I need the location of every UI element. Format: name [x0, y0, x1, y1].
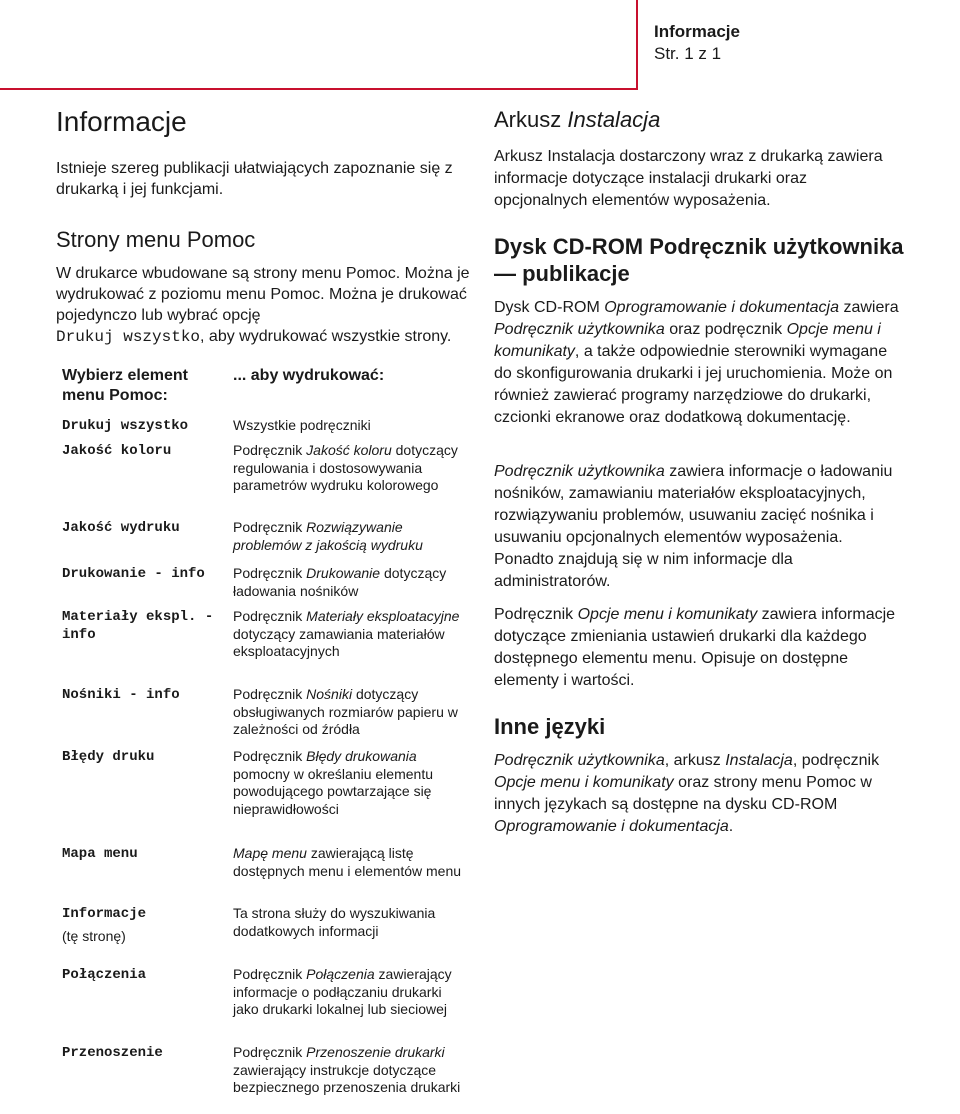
paragraph-text: zawiera	[839, 299, 899, 316]
heading-text: Instalacja	[567, 107, 661, 132]
description-text: dotyczący obsługiwanych rozmiarów papieru w zależności od źródła	[233, 686, 458, 737]
cd-heading: Dysk CD-ROM Podręcznik użytkownika — publikacje	[494, 234, 904, 286]
description-text: Jakość koloru	[306, 442, 392, 458]
help-menu-item-label: Materiały ekspl. - info	[62, 609, 214, 643]
paragraph-text: Podręcznik użytkownika	[494, 752, 665, 769]
languages-text	[494, 750, 904, 838]
help-menu-item	[62, 442, 227, 460]
help-menu-item-description	[233, 966, 463, 1019]
cd-paragraph-1	[494, 297, 904, 429]
description-text: Materiały eksploatacyjne	[306, 608, 460, 624]
header-vertical-rule	[636, 0, 638, 90]
paragraph-text: Opcje menu i komunikaty	[494, 774, 674, 791]
cd-paragraph-3	[494, 604, 904, 692]
intro-text: Istnieje szereg publikacji ułatwiających zapoznanie się z drukarką i jej funkcjami.	[56, 160, 453, 198]
sheet-text: Arkusz Instalacja dostarczony wraz z drukarką zawiera informacje dotyczące instalacji drukarki oraz opcjonalnych elementów wyposażenia.	[494, 148, 883, 209]
paragraph-text: , a także odpowiednie sterowniki wymagane do skonfigurowania drukarki i jej uruchomienia. Może on również zawierać programy narzędziowe do drukarki, czcionki ekranowe oraz dodatkową dokumentację.	[494, 343, 893, 426]
help-menu-item-label: Przenoszenie	[62, 1045, 163, 1061]
description-text: zawierającą listę dostępnych menu i elementów menu	[233, 845, 462, 879]
paragraph-text: oraz strony menu Pomoc w innych językach są dostępne na dysku CD-ROM	[494, 774, 872, 813]
help-code: Drukuj wszystko	[56, 328, 201, 346]
help-menu-item-description	[233, 845, 463, 880]
paragraph-text: .	[728, 818, 734, 835]
help-menu-item-label: Nośniki - info	[62, 687, 180, 703]
help-menu-item	[62, 608, 227, 644]
help-menu-item-label: Jakość wydruku	[62, 520, 180, 536]
help-menu-item	[62, 686, 227, 704]
paragraph-text: Podręcznik użytkownika	[494, 463, 665, 480]
help-menu-item-description	[233, 519, 463, 554]
help-menu-item-description	[233, 1044, 463, 1097]
description-text: Podręcznik	[233, 1044, 307, 1060]
help-menu-item	[62, 519, 227, 537]
heading-text: Arkusz	[494, 107, 568, 132]
help-menu-item-label: Drukowanie - info	[62, 566, 205, 582]
header-page-number: Str. 1 z 1	[654, 44, 722, 63]
languages-heading: Inne języki	[494, 714, 606, 739]
description-text: Wszystkie podręczniki	[233, 417, 371, 433]
paragraph-text: oraz podręcznik	[664, 321, 787, 338]
help-menu-item-label: Połączenia	[62, 967, 147, 983]
help-menu-item-description	[233, 748, 463, 818]
description-text: Przenoszenie drukarki	[306, 1044, 445, 1060]
paragraph-text: Dysk CD-ROM	[494, 299, 605, 316]
help-menu-item-label: Jakość koloru	[62, 443, 172, 459]
description-text: Podręcznik	[233, 686, 307, 702]
paragraph-text: Opcje menu i komunikaty	[494, 321, 881, 360]
paragraph-text: Podręcznik użytkownika	[494, 321, 665, 338]
cd-paragraph-2	[494, 461, 904, 593]
paragraph-text: Oprogramowanie i dokumentacja	[604, 299, 840, 316]
paragraph-text: zawiera informacje dotyczące zmieniania ustawień drukarki dla każdego dostępnego elementu menu. Opisuje on dostępne elementy i wartości.	[494, 606, 896, 689]
description-text: Podręcznik	[233, 748, 307, 764]
help-menu-item	[62, 417, 227, 435]
help-menu-item	[62, 748, 227, 766]
paragraph-text: , arkusz	[664, 752, 726, 769]
paragraph-text: Instalacja	[725, 752, 793, 769]
paragraph-text: Opcje menu i komunikaty	[577, 606, 758, 623]
help-menu-item-description	[233, 442, 463, 495]
help-menu-item-description	[233, 686, 463, 739]
help-menu-item-label: Mapa menu	[62, 846, 138, 862]
paragraph-text: , podręcznik	[792, 752, 880, 769]
description-text: Podręcznik	[233, 608, 307, 624]
description-text: zawierający informacje o podłączaniu drukarki jako drukarki lokalnej lub sieciowej	[233, 966, 452, 1017]
description-text: Drukowanie	[306, 565, 381, 581]
description-text: Mapę menu	[233, 845, 307, 861]
table-header-col1: Wybierz element menu Pomoc:	[62, 367, 188, 404]
description-text: Połączenia	[306, 966, 375, 982]
help-menu-item	[62, 1044, 227, 1062]
help-text: W drukarce wbudowane są strony menu Pomoc. Można je wydrukować z poziomu menu Pomoc. Można je drukować pojedynczo lub wybrać opcję Drukuj wszystko, aby wydrukować wszystkie strony.	[56, 265, 470, 346]
help-menu-item-description	[233, 417, 463, 435]
help-menu-item-label: Błędy druku	[62, 749, 155, 765]
table-header-col2: ... aby wydrukować:	[233, 367, 385, 384]
help-menu-item-description	[233, 905, 463, 940]
help-menu-item	[62, 565, 227, 583]
description-text: dotyczący zamawiania materiałów eksploatacyjnych	[233, 625, 445, 659]
header-title: Informacje	[654, 22, 740, 41]
description-text: Podręcznik	[233, 519, 307, 535]
description-text: zawierający instrukcje dotyczące bezpiecznego przenoszenia drukarki	[233, 1061, 461, 1095]
paragraph-text: Podręcznik	[494, 606, 578, 623]
page-title: Informacje	[56, 106, 187, 137]
paragraph-text: Oprogramowanie i dokumentacja	[494, 818, 729, 835]
description-text: Ta strona służy do wyszukiwania dodatkowych informacji	[233, 905, 436, 939]
description-text: pomocny w określaniu elementu powodującego powtarzające się nieprawidłowości	[233, 765, 433, 817]
help-menu-item	[62, 905, 227, 945]
help-menu-item	[62, 845, 227, 863]
paragraph-text: zawiera informacje o ładowaniu nośników, zamawianiu materiałów eksploatacyjnych, rozwiązywaniu problemów, usuwaniu zacięć nośnika i usuwaniu opcjonalnych elementów wyposażenia. Ponadto znajdują się w nim informacje dla administratorów.	[494, 463, 893, 590]
help-heading: Strony menu Pomoc	[56, 227, 256, 252]
help-menu-item-note: (tę stronę)	[62, 928, 126, 944]
description-text: Nośniki	[306, 686, 353, 702]
help-menu-item-label: Drukuj wszystko	[62, 418, 189, 434]
description-text: Błędy drukowania	[306, 748, 417, 764]
description-text: Podręcznik	[233, 565, 307, 581]
description-text: Rozwiązywanie problemów z jakością wydruku	[233, 519, 423, 553]
description-text: Podręcznik	[233, 442, 307, 458]
header-horizontal-rule	[0, 88, 638, 90]
description-text: dotyczący regulowania i dostosowywania parametrów wydruku kolorowego	[233, 442, 458, 493]
help-menu-item	[62, 966, 227, 984]
sheet-heading	[494, 107, 660, 133]
description-text: dotyczący ładowania nośników	[233, 565, 447, 599]
description-text: Podręcznik	[233, 966, 307, 982]
help-menu-item-label: Informacje	[62, 906, 147, 922]
help-menu-item-description	[233, 565, 463, 600]
help-menu-item-description	[233, 608, 463, 661]
